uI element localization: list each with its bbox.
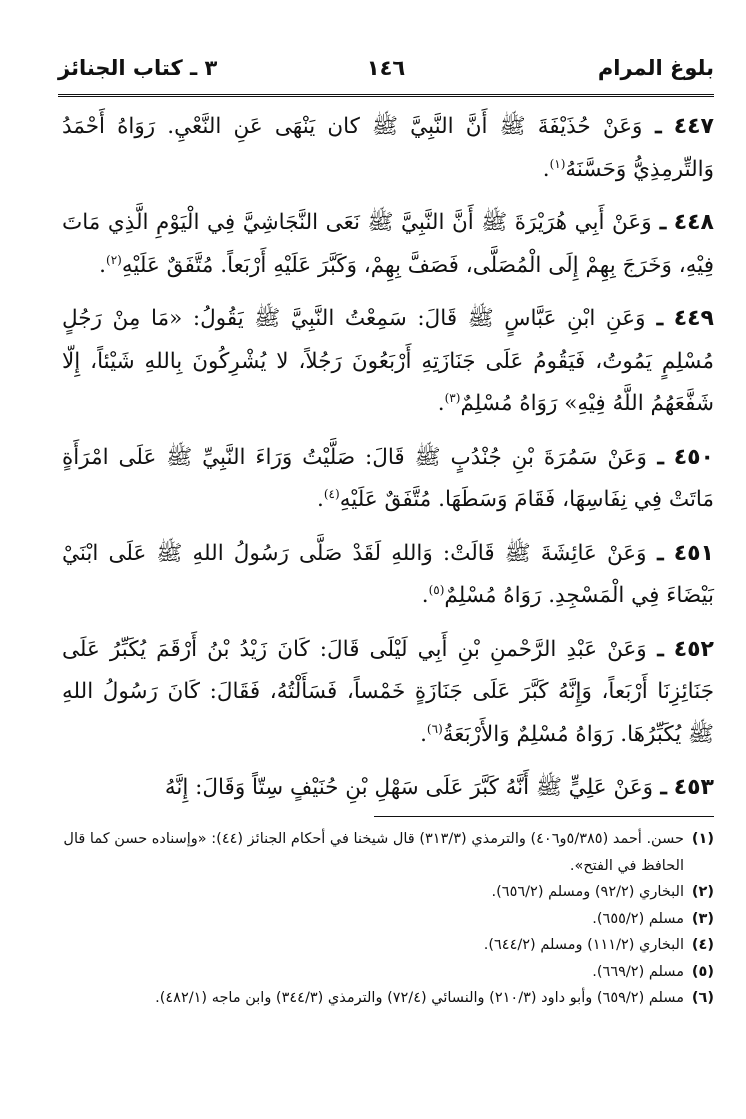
footnote-ref: (٢) [106,252,122,267]
hadith-448: ٤٤٨ ـ وَعَنْ أَبِي هُرَيْرَةَ ﷺ أَنَّ النَّبِيَّ ﷺ نَعَى النَّجَاشِيَّ فِي الْيَوْمِ الَّذِي مَاتَ فِيْهِ، وَخَرَجَ بِهِمْ إِلَى الْمُصَلَّى، فَصَفَّ بِهِمْ، وَكَبَّرَ عَلَيْهِ أَرْبَعاً. مُتَّفَقٌ عَلَيْهِ$^{(٢)}$. [62,210,714,278]
footnote-text: مسلم (٦٦٩/٢). [592,963,684,980]
footnote-text: البخاري (١١١/٢) ومسلم (٦٤٤/٢). [483,937,684,953]
footnote-ref: (٣) [444,390,461,405]
footnote-ref: (٤) [323,486,340,501]
hadith-number: ٤٥١ [673,540,714,566]
hadith-text: وَعَنِ ابْنِ عَبَّاسٍ ﷺ قَالَ: سَمِعْتُ النَّبِيَّ ﷺ يَقُولُ: «مَا مِنْ رَجُلٍ مُسْلِمٍ يَمُوتُ، فَيَقُومُ عَلَى جَنَازَتِهِ أَرْبَعُونَ رَجُلاً، لا يُشْرِكُونَ بِاللهِ شَيْئاً، إِلّا شَفَّعَهُمُ اللَّهُ فِيْهِ» رَوَاهُ مُسْلِمٌ [62,306,714,416]
hadith-number: ٤٥٣ [673,775,714,800]
footnote [62,879,714,906]
footnotes [62,826,714,1012]
footnote-number: (٢) [691,884,714,900]
footnote [62,906,714,933]
book-title: بلوغ المرام [597,56,714,80]
footnote-ref: (٦) [426,721,443,736]
footnote-ref: (١) [549,156,566,171]
hadith-text: وَعَنْ عَائِشَةَ ﷺ قَالَتْ: وَاللهِ لَقَدْ صَلَّى رَسُولُ اللهِ ﷺ عَلَى ابْنَيْ بَيْضَاءَ فِي الْمَسْجِدِ. رَوَاهُ مُسْلِمٌ [62,540,714,608]
hadith-text: وَعَنْ أَبِي هُرَيْرَةَ ﷺ أَنَّ النَّبِيَّ ﷺ نَعَى النَّجَاشِيَّ فِي الْيَوْمِ الَّذِي مَاتَ فِيْهِ، وَخَرَجَ بِهِمْ إِلَى الْمُصَلَّى، فَصَفَّ بِهِمْ، وَكَبَّرَ عَلَيْهِ أَرْبَعاً. مُتَّفَقٌ عَلَيْهِ [62,210,714,278]
hadith-number: ٤٥٠ [673,444,714,470]
footnote-text: البخاري (٩٢/٢) ومسلم (٦٥٦/٢). [491,884,684,900]
hadith-list [62,106,714,821]
footnote-text: مسلم (٦٥٩/٢) وأبو داود (٢١٠/٣) والنسائي (٧٢/٤) والترمذي (٣٤٤/٣) وابن ماجه (٤٨٢/١). [155,990,684,1006]
hadith-453: ٤٥٣ ـ وَعَنْ عَلِيٍّ ﷺ أَنَّهُ كَبَّرَ عَلَى سَهْلِ بْنِ حُنَيْفٍ سِتّاً وَقَالَ: إِنَّهُ [164,775,714,800]
footnote [62,932,714,959]
hadith-452: ٤٥٢ ـ وَعَنْ عَبْدِ الرَّحْمنِ بْنِ أَبِي لَيْلَى قَالَ: كَانَ زَيْدُ بْنُ أَرْقَمَ يُكَبِّرُ عَلَى جَنَائِزِنَا أَرْبَعاً، وَإِنَّهُ كَبَّرَ عَلَى جَنَازَةٍ خَمْساً، فَسَأَلْتُهُ، فَقَالَ: كَانَ رَسُولُ اللهِ ﷺ يُكَبِّرُهَا. رَوَاهُ مُسْلِمٌ وَالأَرْبَعَةُ$^{(٦)}$. [62,636,714,747]
hadith-447: ٤٤٧ ـ وَعَنْ حُذَيْفَةَ ﷺ أَنَّ النَّبِيَّ ﷺ كان يَنْهَى عَنِ النَّعْيِ. رَوَاهُ أَحْمَدُ وَالتِّرمِذِيُّ وَحَسَّنَهُ$^{(١)}$. [62,114,714,182]
page-number: ١٤٦ [366,56,406,80]
hadith-450: ٤٥٠ ـ وَعَنْ سَمُرَةَ بْنِ جُنْدُبٍ ﷺ قَالَ: صَلَّيْتُ وَرَاءَ النَّبِيِّ ﷺ عَلَى امْرَأَةٍ مَاتَتْ فِي نِفَاسِهَا، فَقَامَ وَسَطَهَا. مُتَّفَقٌ عَلَيْهِ$^{(٤)}$. [62,444,714,512]
footnote-divider [374,816,714,817]
footnote [62,959,714,986]
footnote [62,985,714,1012]
hadith-text: وَعَنْ حُذَيْفَةَ ﷺ أَنَّ النَّبِيَّ ﷺ كان يَنْهَى عَنِ النَّعْيِ. رَوَاهُ أَحْمَدُ وَالتِّرمِذِيُّ وَحَسَّنَهُ [62,114,714,182]
footnote-text: مسلم (٦٥٥/٢). [592,910,684,927]
footnote-number: (٦) [691,990,714,1006]
hadith-text: وَعَنْ عَلِيٍّ ﷺ أَنَّهُ كَبَّرَ عَلَى سَهْلِ بْنِ حُنَيْفٍ سِتّاً وَقَالَ: إِنَّهُ [164,775,654,800]
hadith-number: ٤٤٩ [673,306,714,331]
footnote-number: (٣) [691,910,714,927]
hadith-text: وَعَنْ عَبْدِ الرَّحْمنِ بْنِ أَبِي لَيْلَى قَالَ: كَانَ زَيْدُ بْنُ أَرْقَمَ يُكَبِّرُ عَلَى جَنَائِزِنَا أَرْبَعاً، وَإِنَّهُ كَبَّرَ عَلَى جَنَازَةٍ خَمْساً، فَسَأَلْتُهُ، فَقَالَ: كَانَ رَسُولُ اللهِ ﷺ يُكَبِّرُهَا. رَوَاهُ مُسْلِمٌ وَالأَرْبَعَةُ [62,636,714,747]
footnote-text: حسن. أحمد (٥/٣٨٥و٤٠٦) والترمذي (٣١٣/٣) قال شيخنا في أحكام الجنائز (٤٤): «وإسناده حسن كما قال الحافظ في الفتح». [63,831,684,874]
footnote-number: (٥) [691,963,714,980]
footnote-number: (١) [691,831,714,847]
hadith-number: ٤٤٧ [673,114,714,139]
hadith-449: ٤٤٩ ـ وَعَنِ ابْنِ عَبَّاسٍ ﷺ قَالَ: سَمِعْتُ النَّبِيَّ ﷺ يَقُولُ: «مَا مِنْ رَجُلٍ مُسْلِمٍ يَمُوتُ، فَيَقُومُ عَلَى جَنَازَتِهِ أَرْبَعُونَ رَجُلاً، لا يُشْرِكُونَ بِاللهِ شَيْئاً، إِلّا شَفَّعَهُمُ اللَّهُ فِيْهِ» رَوَاهُ مُسْلِمٌ$^{(٣)}$. [62,306,714,416]
hadith-number: ٤٤٨ [673,210,714,235]
chapter-title: ٣ ـ كتاب الجنائز [58,56,218,80]
hadith-text: وَعَنْ سَمُرَةَ بْنِ جُنْدُبٍ ﷺ قَالَ: صَلَّيْتُ وَرَاءَ النَّبِيِّ ﷺ عَلَى امْرَأَةٍ مَاتَتْ فِي نِفَاسِهَا، فَقَامَ وَسَطَهَا. مُتَّفَقٌ عَلَيْهِ [62,444,714,512]
hadith-number: ٤٥٢ [673,636,714,662]
page-header [58,52,714,90]
hadith-451: ٤٥١ ـ وَعَنْ عَائِشَةَ ﷺ قَالَتْ: وَاللهِ لَقَدْ صَلَّى رَسُولُ اللهِ ﷺ عَلَى ابْنَيْ بَيْضَاءَ فِي الْمَسْجِدِ. رَوَاهُ مُسْلِمٌ$^{(٥)}$. [62,540,714,608]
footnote [62,826,714,879]
footnote-number: (٤) [691,937,714,953]
header-divider [58,94,714,97]
footnote-ref: (٥) [428,582,445,597]
